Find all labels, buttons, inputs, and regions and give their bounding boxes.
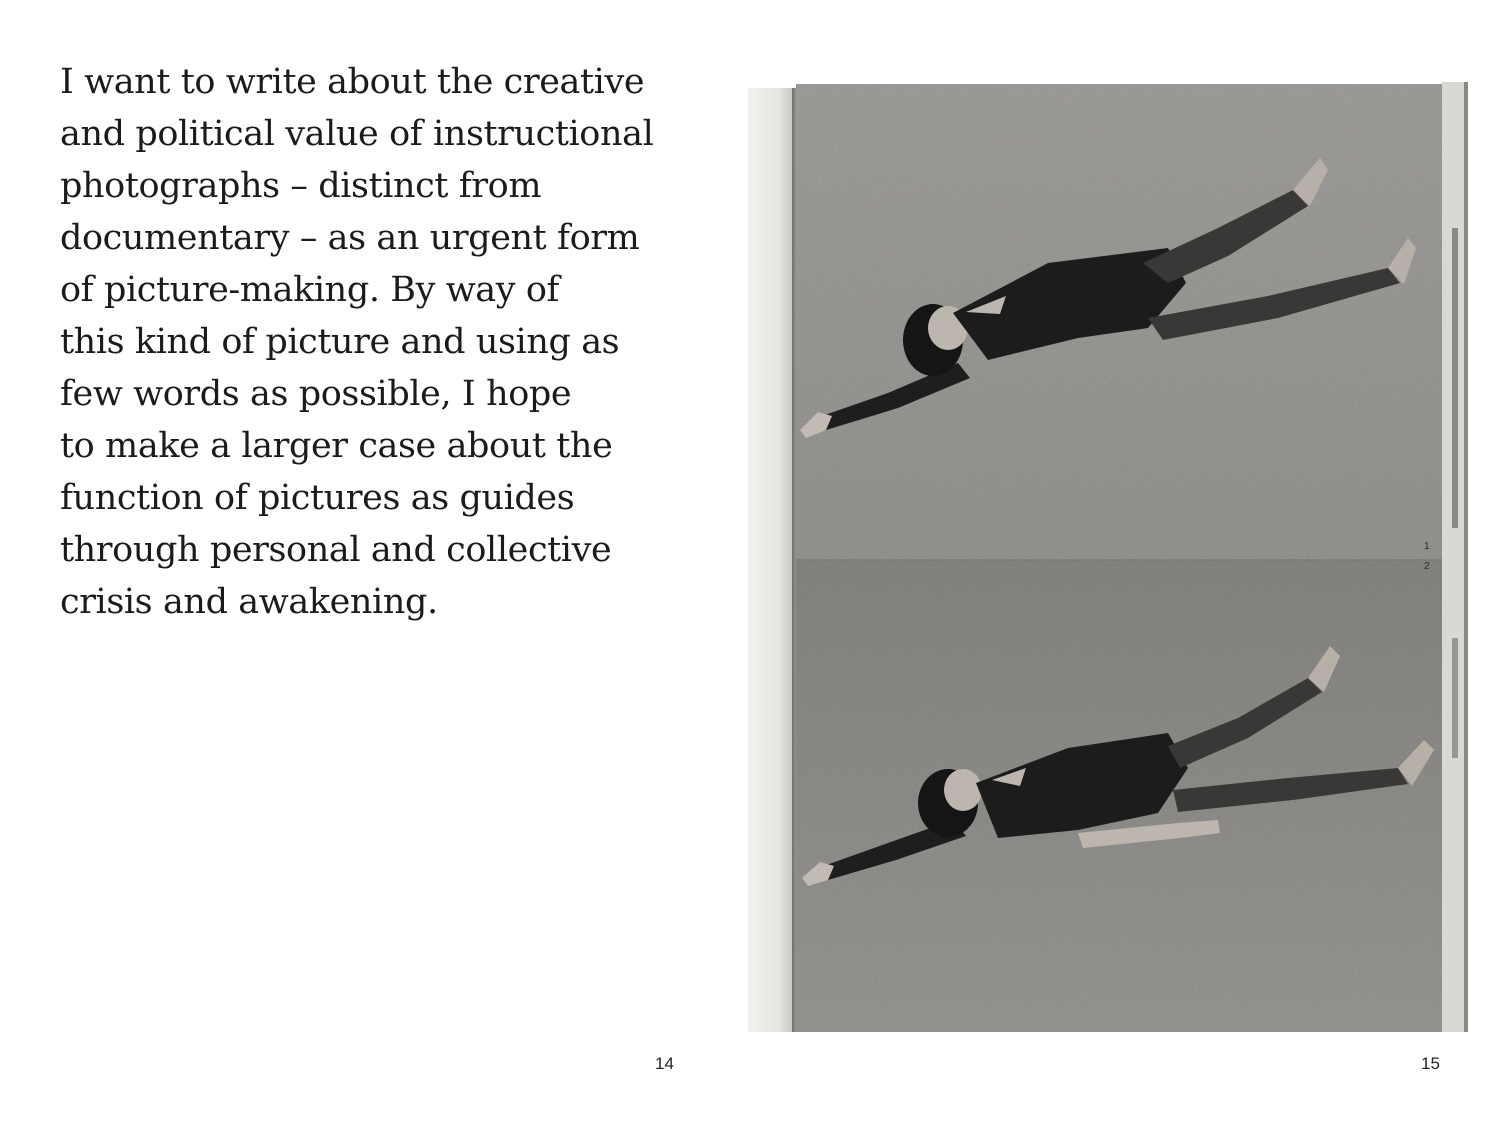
page-edge bbox=[1442, 82, 1464, 1032]
paragraph-line: I want to write about the creative bbox=[60, 62, 645, 102]
paragraph-line: photographs – distinct from bbox=[60, 166, 542, 206]
paragraph-line: this kind of picture and using as bbox=[60, 322, 620, 362]
paragraph-line: of picture-making. By way of bbox=[60, 270, 560, 310]
paragraph-line: few words as possible, I hope bbox=[60, 374, 572, 414]
frame-number: 1 bbox=[1424, 541, 1430, 552]
paragraph-line: to make a larger case about the bbox=[60, 426, 613, 466]
page-gutter bbox=[748, 88, 798, 1032]
paragraph-line: crisis and awakening. bbox=[60, 582, 438, 622]
frame-number: 2 bbox=[1424, 561, 1430, 572]
paragraph-line: through personal and collective bbox=[60, 530, 612, 570]
paragraph-line: function of pictures as guides bbox=[60, 478, 575, 518]
paragraph-line: documentary – as an urgent form bbox=[60, 218, 640, 258]
page-number-left: 14 bbox=[655, 1054, 674, 1073]
instructional-photograph bbox=[748, 78, 1470, 1034]
body-paragraph bbox=[60, 56, 720, 628]
page-number-right: 15 bbox=[1421, 1054, 1440, 1073]
paragraph-line: and political value of instructional bbox=[60, 114, 654, 154]
photo-illustration bbox=[748, 78, 1470, 1034]
